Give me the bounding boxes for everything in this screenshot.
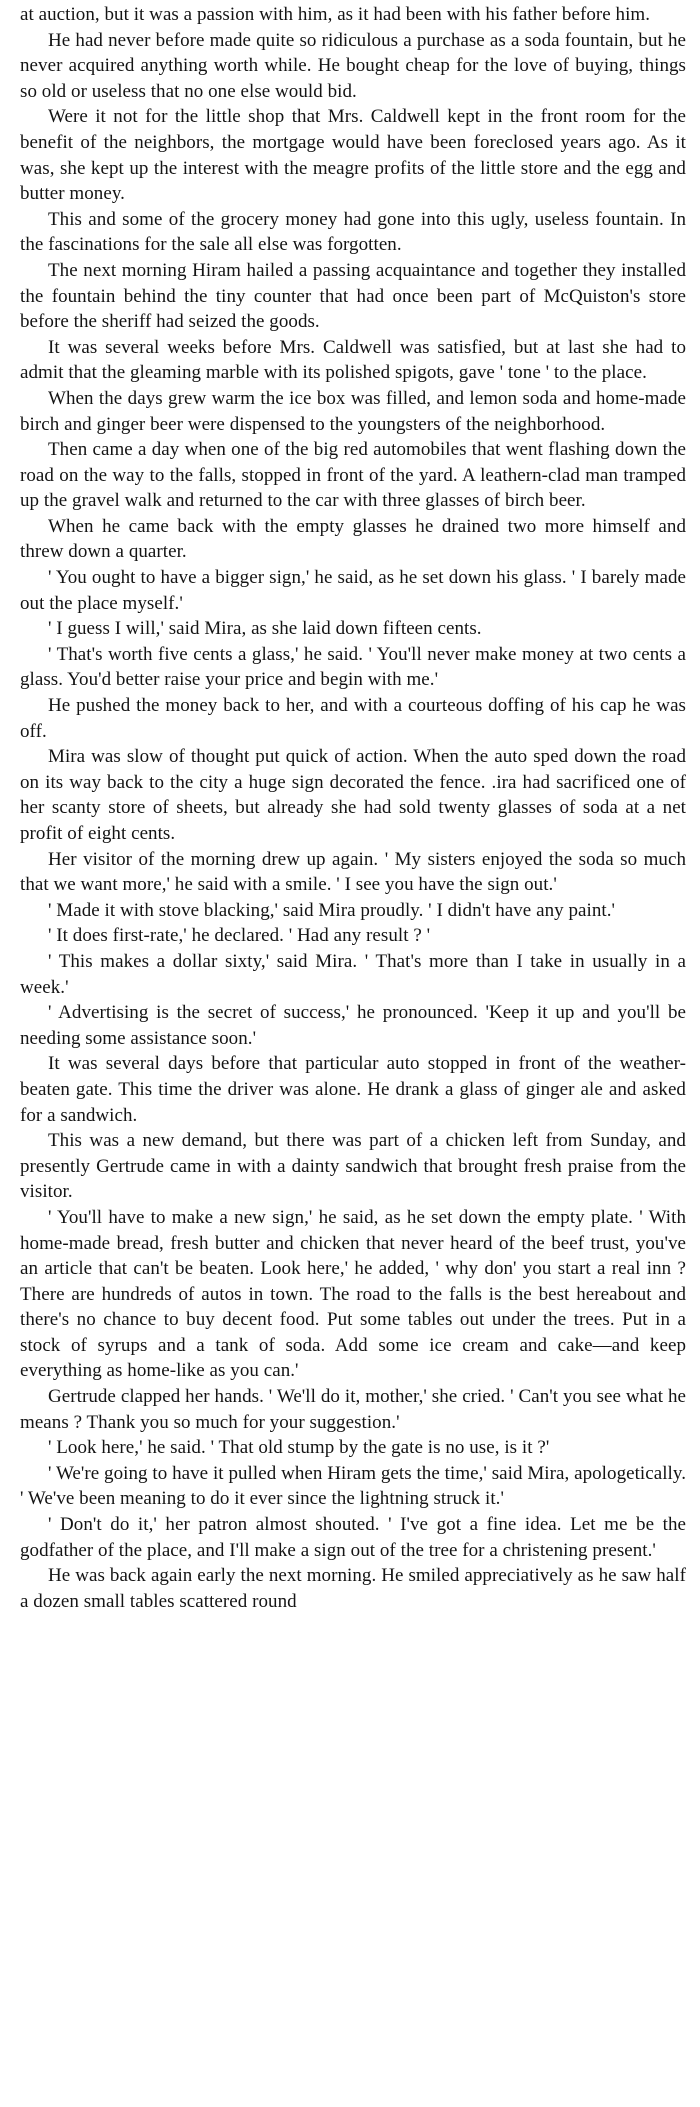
paragraph-15: Her visitor of the morning drew up again. ' My sisters enjoyed the soda so much that we want more,' he said with a smile. ' I see you have the sign out.': [20, 848, 686, 896]
paragraph-20: It was several days before that particular auto stopped in front of the weather-beaten gate. This time the driver was alone. He drank a glass of ginger ale and asked for a sandwich.: [20, 1053, 686, 1126]
paragraph-23: Gertrude clapped her hands. ' We'll do it, mother,' she cried. ' Can't you see what he means ? Thank you so much for your suggestion.': [20, 1386, 686, 1433]
paragraph-1: at auction, but it was a passion with him, as it had been with his father before him.: [20, 4, 651, 25]
paragraph-19: ' Advertising is the secret of success,' he pronounced. 'Keep it up and you'll be needing some assistance soon.': [20, 1002, 686, 1049]
paragraph-12: ' That's worth five cents a glass,' he said. ' You'll never make money at two cents a glass. You'd better raise your price and begin with me.': [20, 643, 686, 691]
paragraph-6: It was several weeks before Mrs. Caldwell was satisfied, but at last she had to admit that the gleaming marble with its polished spigots, gave ' tone ' to the place.: [20, 336, 686, 384]
paragraph-13: He pushed the money back to her, and with a courteous doffing of his cap he was off.: [20, 695, 686, 742]
paragraph-27: He was back again early the next morning. He smiled appreciatively as he saw half a dozen small tables scattered round: [20, 1565, 686, 1612]
paragraph-3: Were it not for the little shop that Mrs. Caldwell kept in the front room for the benefit of the neighbors, the mortgage would have been foreclosed years ago. As it was, she kept up the interest with the meagre profits of the little store and the egg and butter money.: [20, 106, 686, 205]
paragraph-14: Mira was slow of thought put quick of action. When the auto sped down the road on its way back to the city a huge sign decorated the fence. .ira had sacrificed one of her scanty store of sheets, but already she had sold twenty glasses of soda at a net profit of eight cents.: [20, 746, 686, 844]
paragraph-17: ' It does first-rate,' he declared. ' Had any result ? ': [48, 925, 431, 947]
paragraph-26: ' Don't do it,' her patron almost shouted. ' I've got a fine idea. Let me be the godfather of the place, and I'll make a sign out of the tree for a christening present.': [20, 1514, 686, 1561]
paragraph-2: He had never before made quite so ridiculous a purchase as a soda fountain, but he never acquired anything worth while. He bought cheap for the love of buying, things so old or useless that no one else would bid.: [20, 29, 686, 102]
paragraph-7: When the days grew warm the ice box was filled, and lemon soda and home-made birch and ginger beer were dispensed to the youngsters of the neighborhood.: [20, 387, 686, 435]
paragraph-11: ' I guess I will,' said Mira, as she laid down fifteen cents.: [48, 618, 482, 640]
paragraph-21: This was a new demand, but there was part of a chicken left from Sunday, and presently Gertrude came in with a dainty sandwich that brought fresh praise from the visitor.: [20, 1130, 686, 1203]
paragraph-22: ' You'll have to make a new sign,' he said, as he set down the empty plate. ' With home-made bread, fresh butter and chicken that never heard of the beef trust, you've an article that can't be beaten. Look here,' he added, ' why don' you start a real inn ? There are hundreds of autos in town. The road to the falls is the best hereabout and there's no chance to buy decent food. Put some tables out under the trees. Put in a stock of syrups and a tank of soda. Add some ice cream and cake—and keep everything as home-like as you can.': [20, 1206, 686, 1382]
paragraph-5: The next morning Hiram hailed a passing acquaintance and together they installed the fountain behind the tiny counter that had once been part of McQuiston's store before the sheriff had seized the goods.: [20, 259, 686, 333]
paragraph-24: ' Look here,' he said. ' That old stump by the gate is no use, is it ?': [48, 1437, 550, 1459]
paragraph-9: When he came back with the empty glasses he drained two more himself and threw down a quarter.: [20, 515, 686, 563]
paragraph-18: ' This makes a dollar sixty,' said Mira. ' That's more than I take in usually in a week.': [20, 950, 686, 998]
paragraph-4: This and some of the grocery money had gone into this ugly, useless fountain. In the fascinations for the sale all else was forgotten.: [20, 208, 686, 256]
paragraph-25: ' We're going to have it pulled when Hiram gets the time,' said Mira, apologetically. ' We've been meaning to do it ever since the lightning struck it.': [20, 1462, 686, 1510]
paragraph-16: ' Made it with stove blacking,' said Mira proudly. ' I didn't have any paint.': [48, 899, 615, 921]
paragraph-8: Then came a day when one of the big red automobiles that went flashing down the road on the way to the falls, stopped in front of the yard. A leathern-clad man tramped up the gravel walk and returned to the car with three glasses of birch beer.: [20, 439, 686, 512]
paragraph-10: ' You ought to have a bigger sign,' he said, as he set down his glass. ' I barely made out the place myself.': [20, 567, 686, 614]
